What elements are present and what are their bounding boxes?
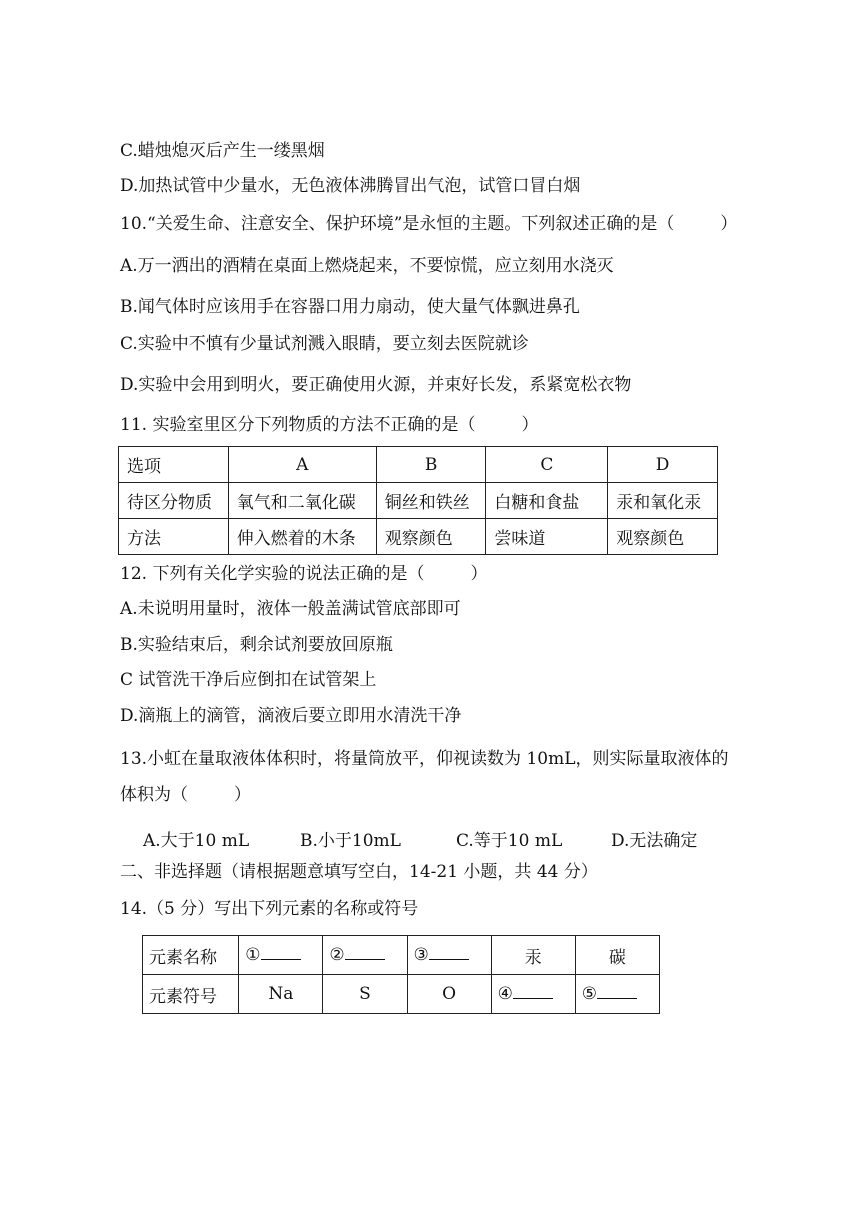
q11-stem-text: 11. 实验室里区分下列物质的方法不正确的是（ — [120, 415, 476, 435]
table-cell: 元素符号 — [143, 975, 239, 1014]
fill-blank — [429, 945, 469, 960]
table-cell: 观察颜色 — [608, 519, 718, 555]
q13-option-d: D.无法确定 — [611, 831, 698, 851]
table-cell — [491, 975, 575, 1014]
table-cell: 汞和氧化汞 — [608, 483, 718, 519]
q12-option-c: C 试管洗干净后应倒扣在试管架上 — [120, 670, 377, 690]
table-cell: 待区分物质 — [119, 483, 229, 519]
table-cell: A — [228, 447, 376, 483]
q10-stem-text: 10.“关爱生命、注意安全、保护环境”是永恒的主题。下列叙述正确的是（ — [120, 214, 675, 234]
q14-stem: 14.（5 分）写出下列元素的名称或符号 — [120, 899, 419, 919]
fill-blank — [345, 945, 385, 960]
q9-option-c: C.蜡烛熄灭后产生一缕黑烟 — [120, 141, 325, 161]
circled-number: ② — [329, 945, 345, 965]
table-row — [119, 519, 718, 555]
table-cell: Na — [239, 975, 323, 1014]
table-row — [143, 936, 660, 975]
q13-stem-line2 — [120, 784, 251, 806]
q12-option-b: B.实验结束后，剩余试剂要放回原瓶 — [120, 635, 393, 655]
table-cell: 方法 — [119, 519, 229, 555]
table-cell: 氧气和二氧化碳 — [228, 483, 376, 519]
q11-stem — [120, 414, 538, 436]
fill-blank — [513, 984, 553, 999]
circled-number: ① — [245, 945, 261, 965]
q12-option-a: A.未说明用量时，液体一般盖满试管底部即可 — [120, 599, 461, 619]
q11-table — [118, 446, 718, 555]
circled-number: ④ — [497, 984, 513, 1004]
table-cell: 尝味道 — [486, 519, 608, 555]
q10-stem-close: ） — [720, 214, 738, 234]
table-cell — [575, 975, 659, 1014]
table-cell — [323, 936, 407, 975]
table-cell: S — [323, 975, 407, 1014]
q13-option-b: B.小于10mL — [300, 831, 401, 851]
table-cell: 观察颜色 — [376, 519, 486, 555]
table-cell: 铜丝和铁丝 — [376, 483, 486, 519]
q13-stem-text: 体积为（ — [120, 785, 188, 805]
table-cell: 选项 — [119, 447, 229, 483]
table-row — [119, 447, 718, 483]
q13-option-c: C.等于10 mL — [456, 831, 563, 851]
table-cell: 元素名称 — [143, 936, 239, 975]
q10-option-c: C.实验中不慎有少量试剂溅入眼睛，要立刻去医院就诊 — [120, 334, 529, 354]
q13-option-a: A.大于10 mL — [143, 831, 250, 851]
q10-option-a: A.万一洒出的酒精在桌面上燃烧起来，不要惊慌，应立刻用水浇灭 — [120, 256, 614, 276]
q9-option-d: D.加热试管中少量水，无色液体沸腾冒出气泡，试管口冒白烟 — [120, 176, 581, 196]
table-row — [119, 483, 718, 519]
fill-blank — [597, 984, 637, 999]
table-cell: B — [376, 447, 486, 483]
q10-option-d: D.实验中会用到明火，要正确使用火源，并束好长发，系紧宽松衣物 — [120, 375, 632, 395]
q12-stem-close: ） — [470, 564, 488, 584]
section-heading: 二、非选择题（请根据题意填写空白，14-21 小题，共 44 分） — [120, 862, 598, 882]
circled-number: ③ — [413, 945, 429, 965]
q13-stem-close: ） — [234, 785, 251, 805]
q12-option-d: D.滴瓶上的滴管，滴液后要立即用水清洗干净 — [120, 706, 462, 726]
table-cell — [407, 936, 491, 975]
table-cell — [239, 936, 323, 975]
table-cell: C — [486, 447, 608, 483]
q12-stem-text: 12. 下列有关化学实验的说法正确的是（ — [120, 564, 425, 584]
q10-option-b: B.闻气体时应该用手在容器口用力扇动，使大量气体飘进鼻孔 — [120, 297, 580, 317]
fill-blank — [261, 945, 301, 960]
q12-stem — [120, 563, 487, 585]
q13-stem-line1: 13.小虹在量取液体体积时，将量筒放平，仰视读数为 10mL，则实际量取液体的 — [120, 749, 729, 769]
table-cell: 白糖和食盐 — [486, 483, 608, 519]
table-cell: 碳 — [575, 936, 659, 975]
table-cell: D — [608, 447, 718, 483]
q11-stem-close: ） — [521, 415, 539, 435]
circled-number: ⑤ — [581, 984, 598, 1004]
q10-stem — [120, 213, 737, 235]
table-cell: 伸入燃着的木条 — [228, 519, 376, 555]
q14-table — [142, 935, 660, 1014]
table-row — [143, 975, 660, 1014]
table-cell: O — [407, 975, 491, 1014]
table-cell: 汞 — [491, 936, 575, 975]
